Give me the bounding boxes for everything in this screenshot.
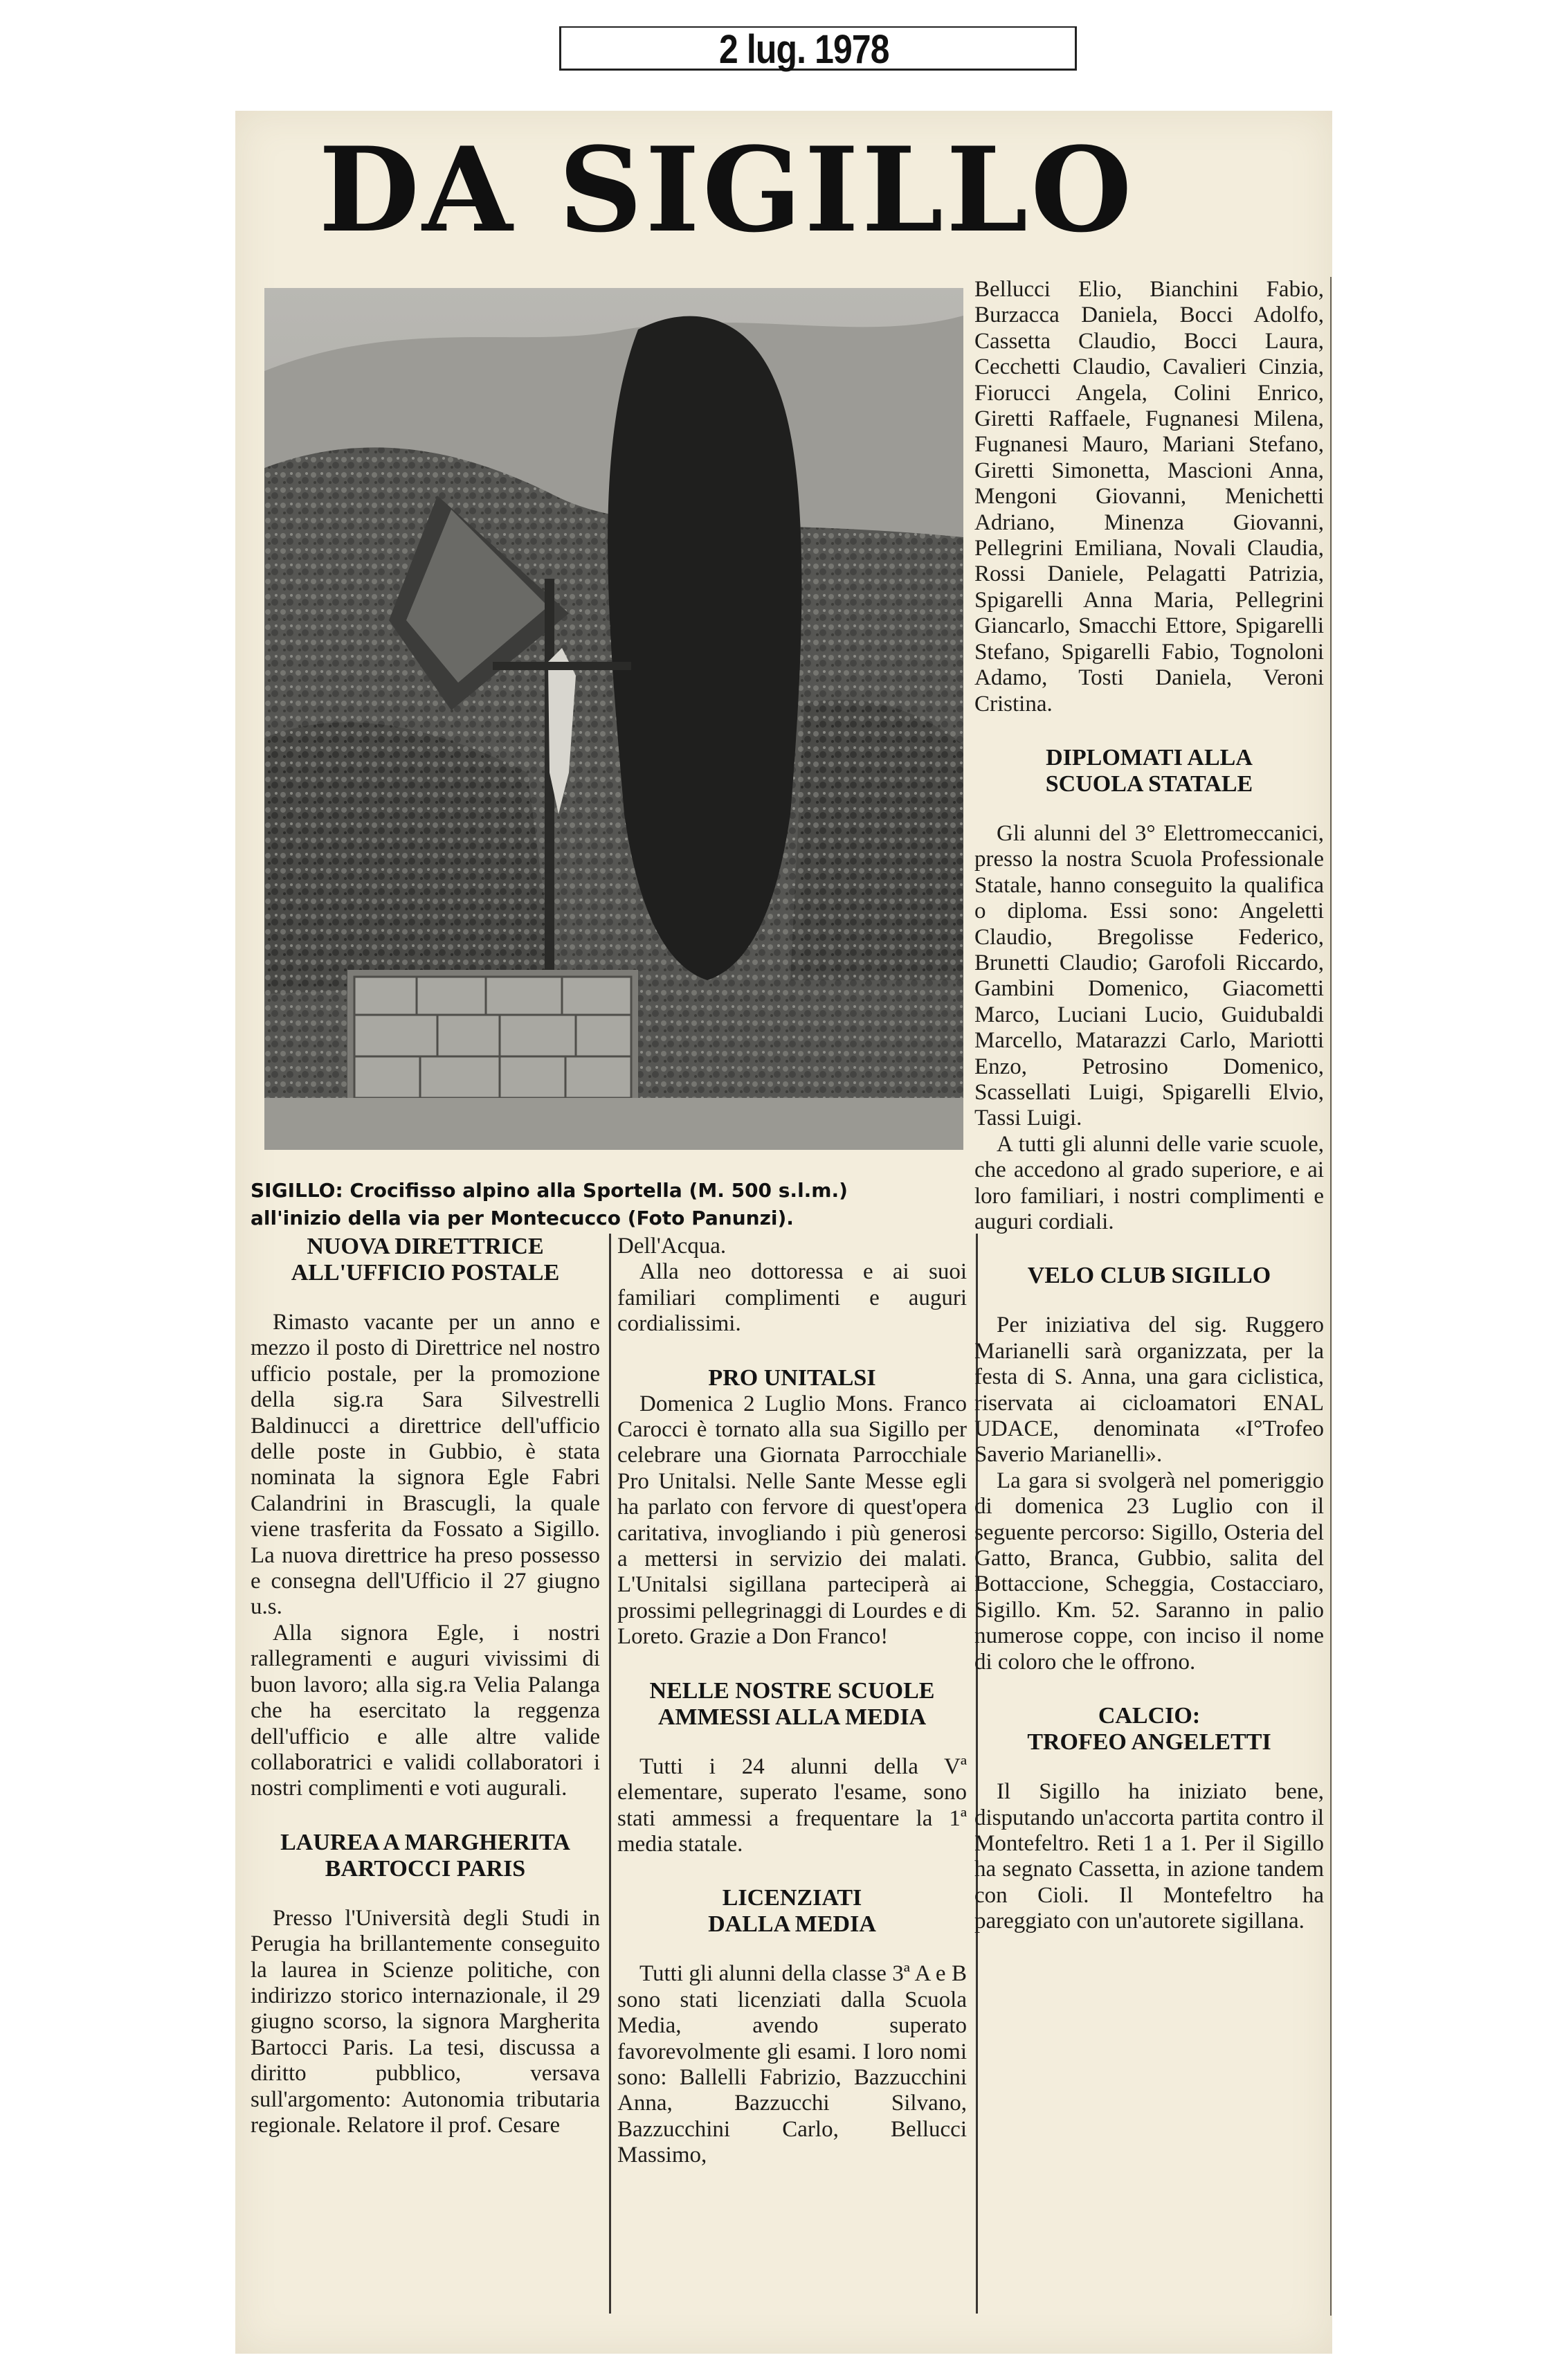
column-1	[251, 1234, 600, 2138]
velo-club-paragraph: Per iniziativa del sig. Ruggero Marianelli sarà organizzata, per la festa di S. Anna, una gara ciclistica, riservata ai cicloamatori ENAL UDACE, denominata «I°Trofeo Saverio Marianelli».	[974, 1313, 1324, 1468]
nuova-direttrice-paragraph: Rimasto vacante per un anno e mezzo il posto di Direttrice nel nostro ufficio postale, per la promozione della sig.ra Sara Silvestrelli Baldinucci a direttrice dell'ufficio delle poste in Gubbio, è stata nominata la signora Egle Fabri Calandrini in Brascugli, la quale viene trasferita da Fossato a Sigillo. La nuova direttrice ha preso possesso e consegna dell'Ufficio il 27 giugno u.s.	[251, 1310, 600, 1620]
pro-unitalsi-paragraph: Domenica 2 Luglio Mons. Franco Carocci è tornato alla sua Sigillo per celebrare una Giornata Parrocchiale Pro Unitalsi. Nelle Sante Messe egli ha parlato con fervore di quest'opera caritativa, invogliando i più generosi a mettersi in servizio dei malati. L'Unitalsi sigillana parteciperà ai prossimi pellegrinaggi di Lourdes e di Loreto. Grazie a Don Franco!	[617, 1391, 967, 1650]
laurea-paragraph: Alla neo dottoressa e ai suoi familiari complimenti e auguri cordialissimi.	[617, 1259, 967, 1337]
diplomati-title-line1: DIPLOMATI ALLA	[1046, 744, 1253, 770]
velo-club-title: VELO CLUB SIGILLO	[1027, 1263, 1271, 1289]
calcio-title-line1: CALCIO:	[1098, 1703, 1201, 1729]
nelle-scuole-paragraph: Tutti i 24 alunni della Vª elementare, superato l'esame, sono stati ammessi a frequentare la 1ª media statale.	[617, 1754, 967, 1857]
calcio-title-line2: TROFEO ANGELETTI	[1027, 1729, 1271, 1756]
diplomati-paragraph: Gli alunni del 3° Elettromeccanici, presso la nostra Scuola Professionale Statale, hanno conseguito la qualifica o diploma. Essi sono: Angeletti Claudio, Bregolisse Federico, Brunetti Claudio; Garofoli Riccardo, Gambini Domenico, Giacometti Marco, Luciani Lucio, Guidubaldi Marcello, Matarazzi Carlo, Mariotti Enzo, Petrosino Domenico, Scassellati Luigi, Spigarelli Elvio, Tassi Luigi.	[974, 820, 1324, 1131]
photo-caption-line2: all'inizio della via per Montecucco (Foto Panunzi).	[251, 1207, 794, 1229]
diplomati-paragraph: A tutti gli alunni delle varie scuole, che accedono al grado superiore, e ai loro familiari, i nostri complimenti e auguri cordiali.	[974, 1131, 1324, 1234]
licenziati-paragraph: Tutti gli alunni della classe 3ª A e B sono stati licenziati dalla Scuola Media, avendo superato favorevolmente gli esami. I loro nomi sono: Ballelli Fabrizio, Bazzucchini Anna, Bazzucchi Silvano, Bazzucchini Carlo, Bellucci Massimo,	[617, 1961, 967, 2168]
masthead: DA SIGILLO	[318, 121, 1135, 258]
newspaper-clipping	[235, 111, 1332, 2354]
photo-caption	[251, 1177, 970, 1232]
diplomati-title-line2: SCUOLA STATALE	[1045, 770, 1253, 797]
laurea-title-line2: BARTOCCI PARIS	[325, 1855, 526, 1882]
laurea-paragraph-continued: Dell'Acqua.	[617, 1234, 727, 1259]
column-3	[974, 277, 1324, 1935]
crucifix-photo	[264, 288, 963, 1150]
photo-caption-line1: SIGILLO: Crocifisso alpino alla Sportella (M. 500 s.l.m.)	[251, 1179, 848, 1202]
date-stamp-box	[559, 26, 1077, 71]
crucifix-photo-image	[264, 288, 963, 1150]
date-stamp: 2 lug. 1978	[719, 27, 889, 72]
column-2	[617, 1234, 967, 2169]
velo-club-paragraph: La gara si svolgerà nel pomeriggio di domenica 23 Luglio con il seguente percorso: Sigillo, Osteria del Gatto, Branca, Gubbio, salita del Bottaccione, Scheggia, Costacciaro, Sigillo. Km. 52. Saranno in palio numerose coppe, con inciso il nome di coloro che le offrono.	[974, 1468, 1324, 1675]
calcio-paragraph: Il Sigillo ha iniziato bene, disputando un'accorta partita contro il Montefeltro. Reti 1 a 1. Per il Sigillo ha segnato Cassetta, in azione tandem con Cioli. Il Montefeltro ha pareggiato con un'autorete sigillana.	[974, 1779, 1324, 1934]
nelle-scuole-title-line2: AMMESSI ALLA MEDIA	[657, 1704, 927, 1730]
laurea-paragraph: Presso l'Università degli Studi in Perugia ha brillantemente conseguito la laurea in Scienze politiche, con indirizzo storico internazionale, il 29 giugno scorso, la signora Margherita Bartocci Paris. La tesi, discussa a diritto pubblico, versava sull'argomento: Autonomia tributaria regionale. Relatore il prof. Cesare	[251, 1905, 600, 2138]
licenziati-title-line1: LICENZIATI	[722, 1885, 862, 1911]
nuova-direttrice-paragraph: Alla signora Egle, i nostri rallegramenti e auguri vivissimi di buon lavoro; alla sig.ra Velia Palanga che ha esercitato la reggenza dell'ufficio e alle altre valide collaboratrici e validi collaboratori i nostri complimenti e voti augurali.	[251, 1620, 600, 1801]
laurea-title-line1: LAUREA A MARGHERITA	[280, 1829, 570, 1855]
column-rule	[609, 1234, 611, 2314]
licenziati-names-continued: Bellucci Elio, Bianchini Fabio, Burzacca Daniela, Bocci Adolfo, Cassetta Claudio, Bocci Laura, Cecchetti Claudio, Cavalieri Cinzia, Fiorucci Angela, Colini Enrico, Giretti Raffaele, Fugnanesi Milena, Fugnanesi Mauro, Mariani Stefano, Giretti Simonetta, Mascioni Anna, Mengoni Giovanni, Menichetti Adriano, Minenza Giovanni, Pellegrini Emiliana, Novali Claudia, Rossi Daniele, Pelagatti Patrizia, Spigarelli Anna Maria, Pellegrini Giancarlo, Smacchi Ettore, Spigarelli Stefano, Spigarelli Fabio, Tognoloni Adamo, Tosti Daniela, Veroni Cristina.	[974, 277, 1324, 716]
nuova-direttrice-title-line2: ALL'UFFICIO POSTALE	[291, 1260, 560, 1286]
licenziati-title-line2: DALLA MEDIA	[708, 1911, 876, 1938]
pro-unitalsi-title: PRO UNITALSI	[708, 1364, 876, 1391]
nelle-scuole-title-line1: NELLE NOSTRE SCUOLE	[649, 1677, 935, 1704]
nuova-direttrice-title-line1: NUOVA DIRETTRICE	[307, 1234, 544, 1259]
clipping-edge-rule	[1330, 277, 1332, 2316]
